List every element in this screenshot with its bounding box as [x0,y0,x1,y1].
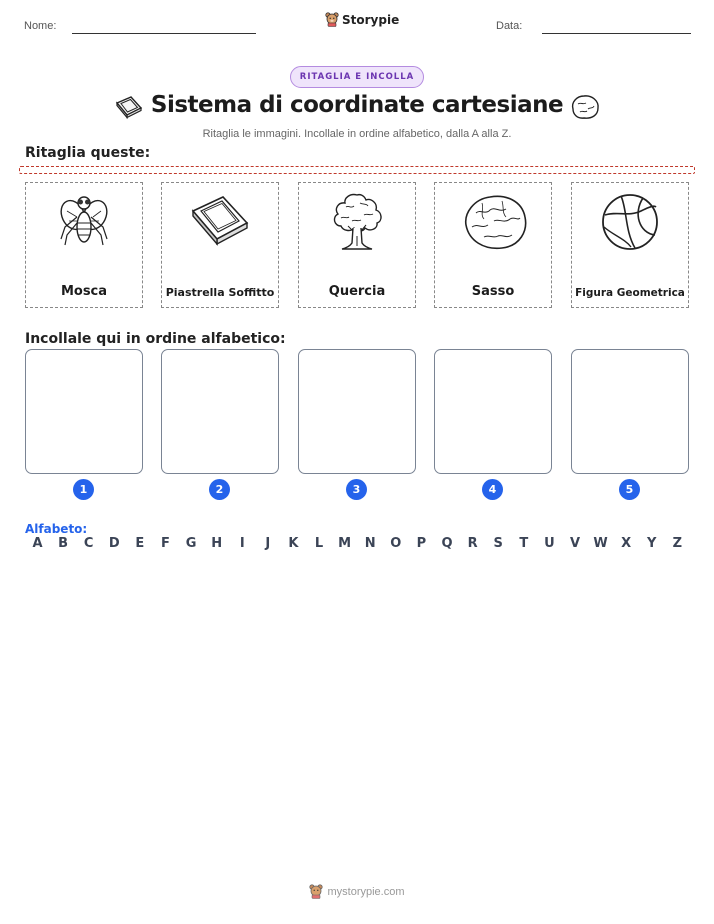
alphabet-letter: D [108,536,120,551]
cut-line [19,166,695,174]
footer-url: mystorypie.com [327,885,405,898]
paste-section-title: Incollale qui in ordine alfabetico: [25,331,286,347]
alphabet-letter: F [161,536,170,551]
alphabet-letter: C [83,536,94,551]
instructions: Ritaglia le immagini. Incollale in ordine alfabetico, dalla A alla Z. [202,128,512,140]
alphabet-letter: S [493,536,503,551]
cut-label: Quercia [328,284,386,299]
alphabet-letter: M [338,536,352,551]
cut-card-figura-geometrica[interactable] [571,182,689,308]
cut-label: Figura Geometrica [575,287,685,299]
alphabet-letter: N [364,536,376,551]
alphabet-letter: E [135,536,145,551]
alphabet-letter: G [185,536,197,551]
alphabet-title: Alfabeto: [25,522,88,536]
name-label: Nome: [24,20,57,32]
date-line[interactable] [542,33,691,34]
cut-section-title: Ritaglia queste: [25,145,151,161]
page-title: Sistema di coordinate cartesiane [150,92,564,118]
brand-name: Storypie [342,12,400,27]
alphabet-letter: V [569,536,580,551]
cut-card-sasso[interactable] [434,182,552,308]
cut-card-mosca[interactable] [25,182,143,308]
cut-card-piastrella-soffitto[interactable] [161,182,279,308]
cut-label: Sasso [471,284,515,299]
alphabet-letter: L [314,536,324,551]
sphere-icon [599,191,661,253]
alphabet-letter: J [265,536,271,551]
ceiling-tile-icon [189,191,251,253]
alphabet-letter: I [239,536,245,551]
paste-box-4[interactable] [434,349,552,474]
paste-box-5[interactable] [571,349,689,474]
date-label: Data: [496,20,523,32]
number-badge-3: 3 [346,479,367,500]
alphabet-letter: B [58,536,69,551]
paste-box-3[interactable] [298,349,416,474]
alphabet-letter: U [544,536,555,551]
number-badge-2: 2 [209,479,230,500]
alphabet-letter: Z [672,536,683,551]
cut-card-quercia[interactable] [298,182,416,308]
fly-icon [53,191,115,253]
bear-mascot-icon [309,884,323,899]
alphabet-letter: P [416,536,427,551]
number-badge-4: 4 [482,479,503,500]
alphabet-letter: T [519,536,529,551]
activity-badge: RITAGLIA E INCOLLA [290,66,424,88]
alphabet-letter: H [211,536,223,551]
rock-icon [568,92,602,122]
alphabet-letter: W [593,536,608,551]
bear-mascot-icon [325,12,339,27]
alphabet-letter: Y [647,536,657,551]
oak-tree-icon [326,191,388,253]
alphabet-letter: K [288,536,299,551]
alphabet-letter: Q [441,536,453,551]
storypie-logo [325,12,399,27]
alphabet-letter: A [32,536,43,551]
cut-label: Piastrella Soffitto [165,286,275,299]
cut-label: Mosca [60,284,108,299]
alphabet-row [25,536,690,551]
alphabet-letter: O [390,536,402,551]
paste-box-1[interactable] [25,349,143,474]
paste-box-2[interactable] [161,349,279,474]
number-badge-5: 5 [619,479,640,500]
alphabet-letter: R [467,536,478,551]
rock-icon [462,191,530,253]
alphabet-letter: X [621,536,632,551]
footer [0,884,714,899]
name-line[interactable] [72,33,256,34]
number-badge-1: 1 [73,479,94,500]
